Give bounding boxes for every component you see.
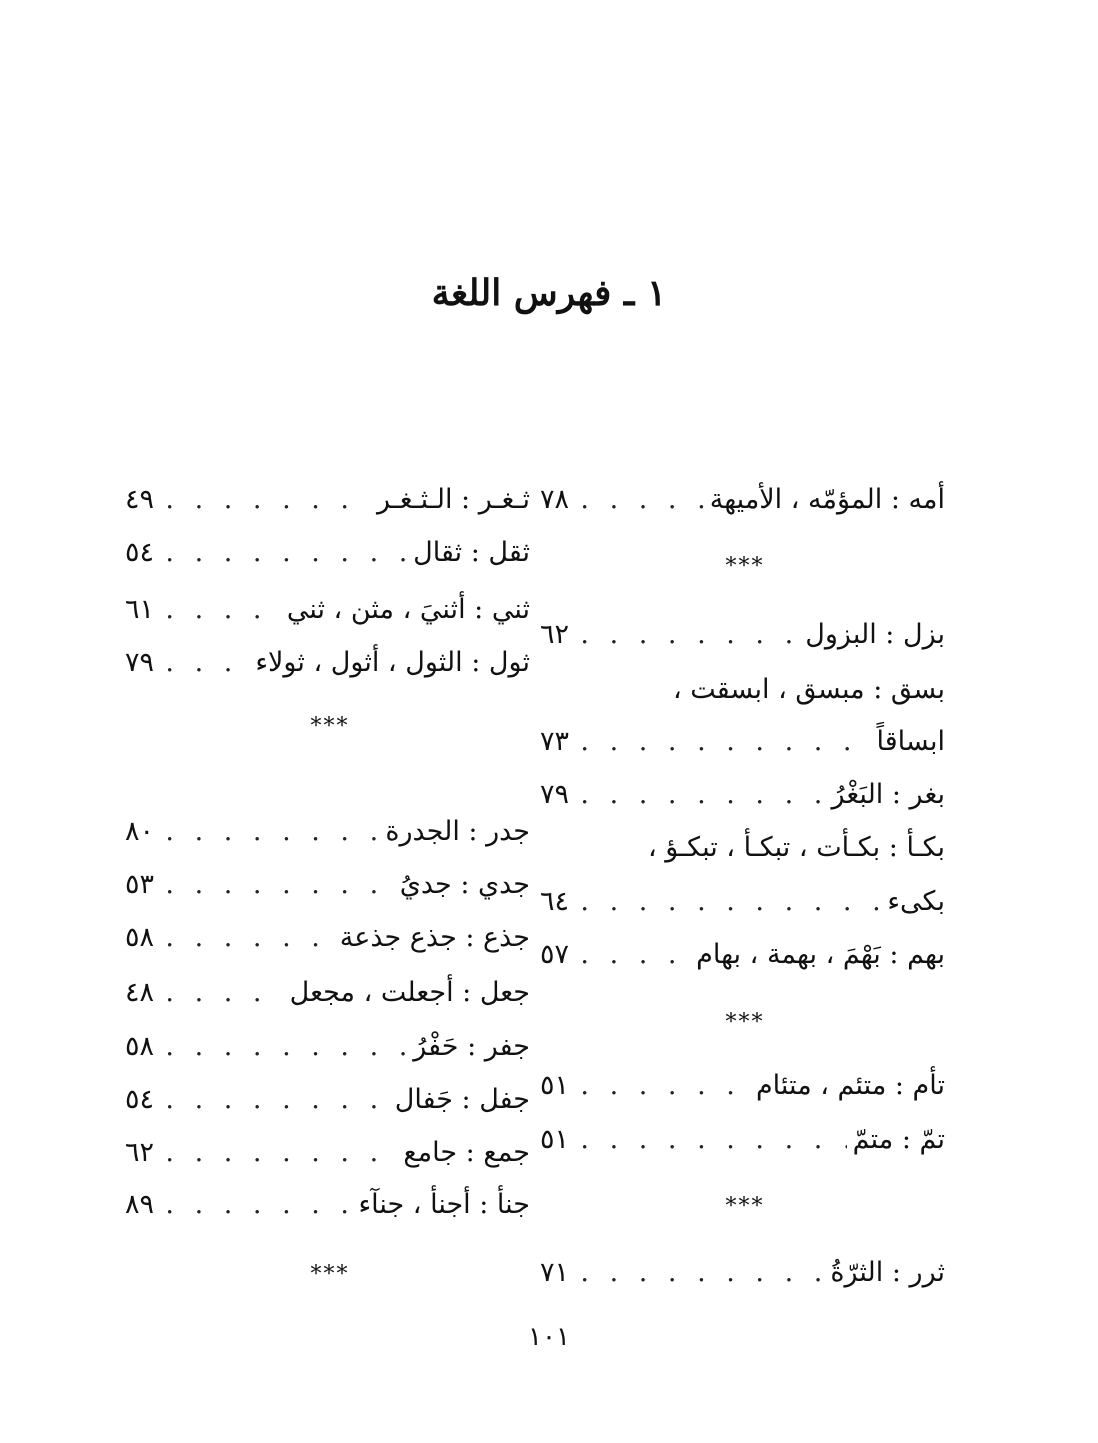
index-entry bbox=[540, 1066, 945, 1106]
entry-term: بهم : بَهْمَ ، بهمة ، بهام bbox=[690, 935, 945, 975]
entry-term: أمه : المؤمّه ، الأميهة bbox=[704, 480, 945, 520]
entry-term: بزل : البزول bbox=[799, 615, 945, 655]
index-entry bbox=[540, 670, 945, 710]
entry-term: بكىء bbox=[881, 882, 945, 922]
entry-page: ٧١ bbox=[540, 1253, 575, 1293]
index-entry bbox=[540, 935, 945, 975]
entry-term: بكـأ : بكـأت ، تبكـأ ، تبكـؤ ، bbox=[642, 828, 945, 868]
entry-page: ٧٩ bbox=[540, 775, 575, 815]
entry-term: جعل : أجعلت ، مجعل bbox=[284, 973, 530, 1013]
entry-page: ٦١ bbox=[125, 590, 160, 630]
entry-term: جدر : الجدرة bbox=[379, 812, 530, 852]
entry-term: تمّ : متمّ bbox=[847, 1120, 945, 1160]
index-entry bbox=[125, 643, 530, 683]
entry-page: ٨٩ bbox=[125, 1185, 160, 1225]
index-entry bbox=[540, 775, 945, 815]
section-separator: *** bbox=[310, 714, 350, 739]
entry-term: جمع : جامع bbox=[397, 1133, 530, 1173]
entry-term: ابساقاً bbox=[871, 722, 945, 762]
index-entry bbox=[540, 615, 945, 655]
entry-page: ٥١ bbox=[540, 1066, 575, 1106]
section-separator: *** bbox=[310, 1262, 350, 1287]
entry-term: بغر : البَغْرُ bbox=[826, 775, 946, 815]
index-entry bbox=[125, 918, 530, 958]
index-entry bbox=[125, 480, 530, 520]
index-entry bbox=[125, 533, 530, 573]
entry-term: جنأ : أجنأ ، جنآء bbox=[352, 1185, 530, 1225]
entry-page: ٧٨ bbox=[540, 480, 575, 520]
entry-term: جذع : جذع جذعة bbox=[334, 918, 530, 958]
index-entry bbox=[125, 865, 530, 905]
entry-page: ٧٣ bbox=[540, 722, 575, 762]
index-entry bbox=[125, 1080, 530, 1120]
section-separator: *** bbox=[725, 1194, 765, 1219]
entry-page: ٥١ bbox=[540, 1120, 575, 1160]
entry-term: ثقل : ثقال bbox=[407, 533, 530, 573]
entry-page: ٧٩ bbox=[125, 643, 160, 683]
index-entry bbox=[125, 1185, 530, 1225]
entry-page: ٤٨ bbox=[125, 973, 160, 1013]
entry-page: ٥٤ bbox=[125, 1080, 160, 1120]
section-separator: *** bbox=[725, 1010, 765, 1035]
entry-page: ٨٠ bbox=[125, 812, 160, 852]
index-entry bbox=[540, 1120, 945, 1160]
entry-page: ٦٤ bbox=[540, 882, 575, 922]
entry-term: بسق : مبسق ، ابسقت ، bbox=[667, 670, 945, 710]
index-entry bbox=[540, 480, 945, 520]
index-entry bbox=[125, 1027, 530, 1067]
entry-term: جدي : جديُ bbox=[394, 865, 530, 905]
entry-page: ٥٨ bbox=[125, 918, 160, 958]
entry-term: ثـغـر : الـثـغـر bbox=[371, 480, 530, 520]
index-entry bbox=[540, 882, 945, 922]
index-entry bbox=[540, 722, 945, 762]
index-entry bbox=[540, 1253, 945, 1293]
index-entry bbox=[125, 973, 530, 1013]
index-entry bbox=[125, 812, 530, 852]
entry-term: ثني : أثنيَ ، مثن ، ثني bbox=[281, 590, 530, 630]
entry-page: ٥٨ bbox=[125, 1027, 160, 1067]
entry-page: ٥٣ bbox=[125, 865, 160, 905]
page-title: ١ ـ فهرس اللغة bbox=[431, 272, 667, 314]
page-number: ١٠١ bbox=[528, 1322, 570, 1352]
entry-term: ثرر : الثرّةُ bbox=[824, 1253, 945, 1293]
entry-term: جفر : حَفْرُ bbox=[407, 1027, 530, 1067]
entry-page: ٦٢ bbox=[125, 1133, 160, 1173]
entry-term: تأم : متئم ، متئام bbox=[750, 1066, 945, 1106]
entry-page: ٥٧ bbox=[540, 935, 575, 975]
index-entry bbox=[125, 1133, 530, 1173]
index-entry bbox=[540, 828, 945, 868]
entry-term: ثول : الثول ، أثول ، ثولاء bbox=[249, 643, 530, 683]
entry-page: ٤٩ bbox=[125, 480, 160, 520]
entry-page: ٥٤ bbox=[125, 533, 160, 573]
entry-page: ٦٢ bbox=[540, 615, 575, 655]
entry-term: جفل : جَفال bbox=[389, 1080, 530, 1120]
section-separator: *** bbox=[725, 554, 765, 579]
index-entry bbox=[125, 590, 530, 630]
